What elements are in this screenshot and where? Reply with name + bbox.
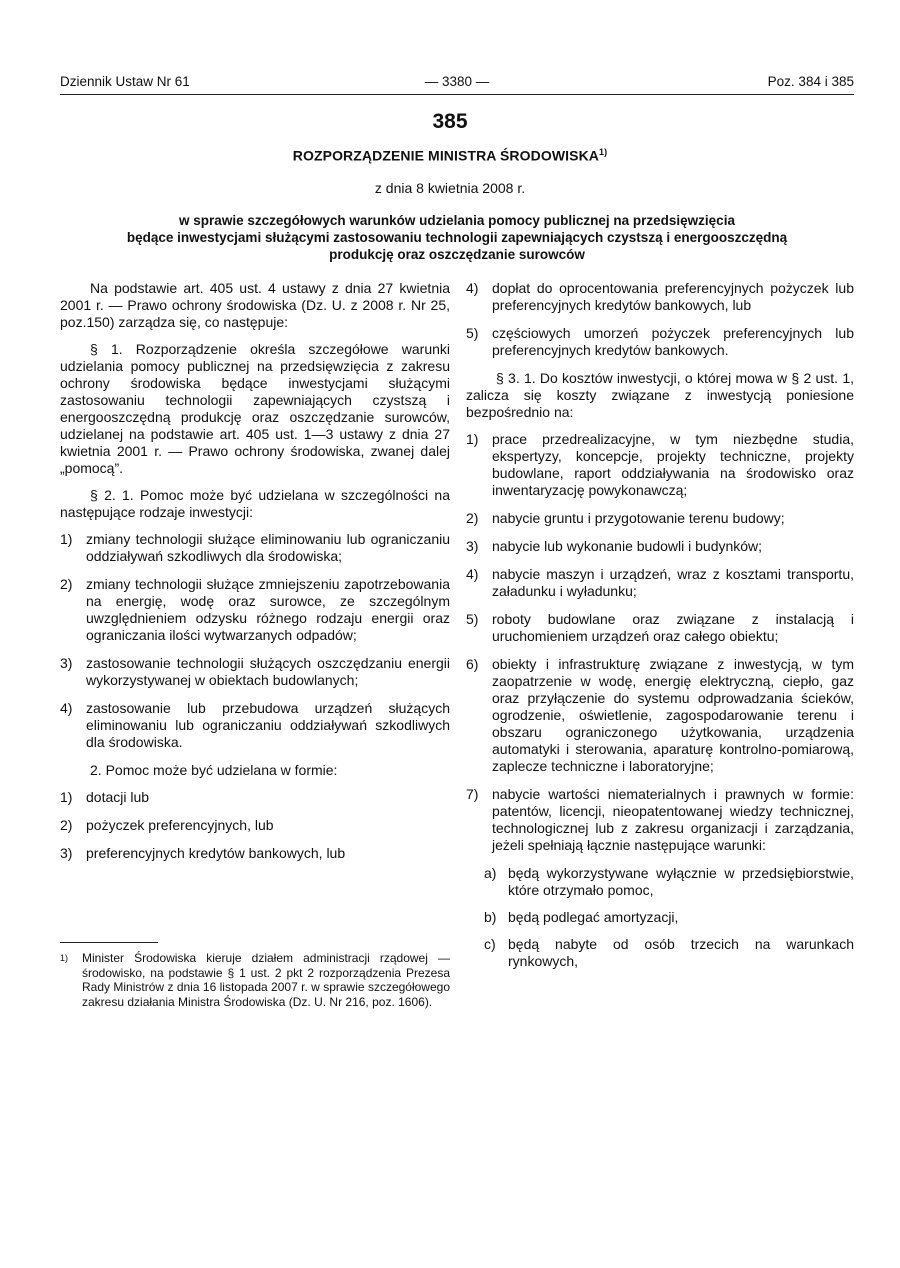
sub-item-text: będą nabyte od osób trzecich na warunkach rynkowych, bbox=[508, 936, 854, 969]
act-subject bbox=[60, 212, 854, 263]
footnote-text: Minister Środowiska kieruje działem administracji rządowej — środowisko, na podstawie § 1 ust. 2 pkt 2 rozporządzenia Prezesa Rady Ministrów z dnia 16 listopada 2007 r. w sprawie szczegółowego zakresu działania Ministra Środowiska (Dz. U. Nr 216, poz. 1606). bbox=[82, 951, 450, 1009]
item-number: 7) bbox=[466, 786, 479, 802]
footnote-mark: 1) bbox=[60, 953, 69, 963]
sub-item-text: będą wykorzystywane wyłącznie w przedsiębiorstwie, które otrzymało pomoc, bbox=[508, 865, 854, 898]
list-item bbox=[60, 789, 450, 806]
item-number: 4) bbox=[466, 280, 479, 296]
item-text: nabycie wartości niematerialnych i prawnych w formie: patentów, licencji, nieopatentowanej wiedzy technicznej, technologicznej lub z zakresu organizacji i zarządzania, jeżeli spełniają łącznie następujące warunki: bbox=[492, 786, 854, 853]
list-item bbox=[60, 700, 450, 751]
item-text: częściowych umorzeń pożyczek preferencyjnych lub preferencyjnych kredytów bankowych. bbox=[492, 325, 854, 358]
item-text: zastosowanie technologii służących oszczędzaniu energii wykorzystywanej w obiektach budowlanych; bbox=[86, 655, 450, 688]
sub-item bbox=[484, 909, 854, 926]
item-text: nabycie gruntu i przygotowanie terenu budowy; bbox=[492, 510, 785, 526]
act-number: 385 bbox=[432, 110, 468, 133]
item-text: preferencyjnych kredytów bankowych, lub bbox=[86, 845, 346, 861]
act-subject-line: będące inwestycjami służącymi zastosowaniu technologii zapewniających czystszą i energooszczędną bbox=[126, 230, 788, 245]
sub-item bbox=[484, 936, 854, 970]
header-divider bbox=[60, 94, 854, 95]
list-item bbox=[60, 845, 450, 862]
list-item bbox=[466, 566, 854, 600]
list-item bbox=[466, 325, 854, 359]
left-column bbox=[60, 280, 450, 873]
act-subject-line: produkcję oraz oszczędzanie surowców bbox=[329, 247, 585, 262]
list-item bbox=[466, 611, 854, 645]
right-column bbox=[466, 280, 854, 980]
footnote-divider bbox=[60, 942, 158, 943]
act-date: z dnia 8 kwietnia 2008 r. bbox=[374, 180, 526, 196]
sub-item-text: będą podlegać amortyzacji, bbox=[508, 909, 679, 925]
item-number: 1) bbox=[466, 431, 479, 447]
list-item bbox=[60, 655, 450, 689]
item-text: prace przedrealizacyjne, w tym niezbędne studia, ekspertyzy, koncepcje, projekty techniczne, projekty budowlane, raport oddziaływania na środowisko oraz inwentaryzację powykonawczą; bbox=[492, 431, 854, 498]
sub-item bbox=[484, 865, 854, 899]
item-number: 3) bbox=[466, 538, 479, 554]
list-item bbox=[466, 431, 854, 499]
position-numbers: Poz. 384 i 385 bbox=[767, 74, 854, 89]
list-item bbox=[466, 786, 854, 854]
sub-item-letter: a) bbox=[484, 865, 497, 881]
journal-name: Dziennik Ustaw Nr 61 bbox=[60, 74, 190, 89]
item-text: zastosowanie lub przebudowa urządzeń służących eliminowaniu lub ograniczaniu oddziaływań szkodliwych dla środowiska. bbox=[86, 700, 450, 750]
item-text: pożyczek preferencyjnych, lub bbox=[86, 817, 274, 833]
item-number: 2) bbox=[60, 817, 73, 833]
paragraph-2-1: § 2. 1. Pomoc może być udzielana w szczególności na następujące rodzaje inwestycji: bbox=[60, 487, 450, 520]
item-number: 2) bbox=[60, 576, 73, 592]
list-item bbox=[466, 280, 854, 314]
item-number: 4) bbox=[60, 700, 73, 716]
paragraph-3-1: § 3. 1. Do kosztów inwestycji, o której mowa w § 2 ust. 1, zalicza się koszty związane z inwestycją poniesione bezpośrednio na: bbox=[466, 370, 854, 420]
page-header bbox=[60, 74, 854, 90]
footnote bbox=[60, 951, 450, 1009]
list-item bbox=[466, 656, 854, 775]
item-text: dopłat do oprocentowania preferencyjnych pożyczek lub preferencyjnych kredytów bankowych, lub bbox=[492, 280, 854, 313]
item-number: 5) bbox=[466, 325, 479, 341]
item-text: nabycie lub wykonanie budowli i budynków; bbox=[492, 538, 763, 554]
act-title bbox=[0, 147, 900, 164]
item-number: 2) bbox=[466, 510, 479, 526]
act-subject-line: w sprawie szczegółowych warunków udzielania pomocy publicznej na przedsięwzięcia bbox=[179, 213, 735, 228]
item-number: 3) bbox=[60, 655, 73, 671]
page-number: — 3380 — bbox=[424, 74, 490, 89]
item-text: nabycie maszyn i urządzeń, wraz z kosztami transportu, załadunku i wyładunku; bbox=[492, 566, 854, 599]
legal-basis: Na podstawie art. 405 ust. 4 ustawy z dnia 27 kwietnia 2001 r. — Prawo ochrony środowiska (Dz. U. z 2008 r. Nr 25, poz.150) zarządza się, co następuje: bbox=[60, 280, 450, 330]
sub-item-letter: c) bbox=[484, 936, 496, 952]
item-number: 3) bbox=[60, 845, 73, 861]
paragraph-2-2: 2. Pomoc może być udzielana w formie: bbox=[90, 762, 338, 778]
list-item bbox=[60, 531, 450, 565]
item-text: dotacji lub bbox=[86, 789, 150, 805]
list-item bbox=[466, 510, 854, 527]
act-title-text: ROZPORZĄDZENIE MINISTRA ŚRODOWISKA bbox=[292, 147, 599, 164]
list-item bbox=[60, 576, 450, 644]
item-text: zmiany technologii służące zmniejszeniu zapotrzebowania na energię, wodę oraz surowce, ze szczególnym uwzględnieniem odzysku różnego rodzaju energii oraz ograniczania ilości wytwarzanych odpadów; bbox=[86, 576, 450, 643]
paragraph-1: § 1. Rozporządzenie określa szczegółowe warunki udzielania pomocy publicznej na przedsięwzięcia z zakresu ochrony środowiska będące inwestycjami służącymi zastosowaniu technologii zapewniających czystszą i energooszczędną produkcję oraz oszczędzanie surowców, udzielanej na podstawie art. 405 ust. 1—3 ustawy z dnia 27 kwietnia 2001 r. — Prawo ochrony środowiska, zwanej dalej „pomocą”. bbox=[60, 341, 450, 476]
footnote-reference: 1) bbox=[599, 147, 608, 157]
item-text: roboty budowlane oraz związane z instalacją i uruchomieniem urządzeń oraz całego obiektu; bbox=[492, 611, 854, 644]
item-number: 6) bbox=[466, 656, 479, 672]
item-text: obiekty i infrastrukturę związane z inwestycją, w tym zaopatrzenie w wodę, energię elektryczną, ciepło, gaz oraz przyłączenie do systemu odprowadzania ścieków, ogrodzenie, oświetlenie, zagospodarowanie terenu i obszaru ograniczonego użytkowania, urządzenia automatyki i sterowania, aparaturę kontrolno-pomiarową, zaplecze techniczne i laboratoryjne; bbox=[492, 656, 854, 774]
item-number: 5) bbox=[466, 611, 479, 627]
item-number: 1) bbox=[60, 789, 73, 805]
item-text: zmiany technologii służące eliminowaniu lub ograniczaniu oddziaływań szkodliwych dla środowiska; bbox=[86, 531, 450, 564]
list-item bbox=[60, 817, 450, 834]
item-number: 4) bbox=[466, 566, 479, 582]
sub-item-letter: b) bbox=[484, 909, 497, 925]
list-item bbox=[466, 538, 854, 555]
item-number: 1) bbox=[60, 531, 73, 547]
